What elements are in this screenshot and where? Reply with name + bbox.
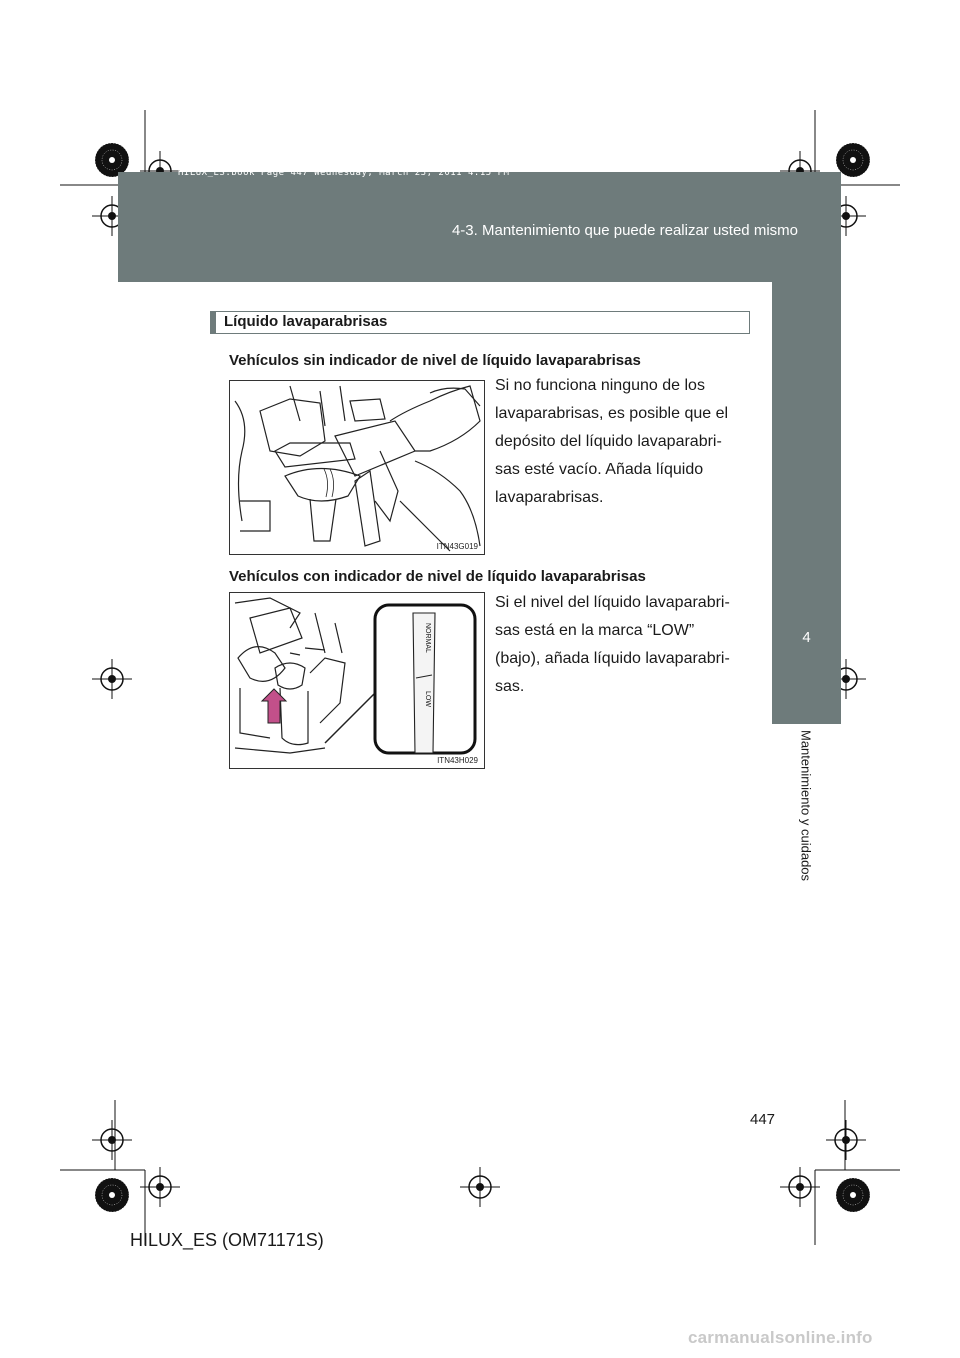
paragraph-line: Si no funciona ninguno de los [495, 377, 705, 394]
gauge-illustration [230, 593, 484, 768]
paragraph-line: depósito del líquido lavaparabri- [495, 433, 722, 450]
side-tab-label-text: Mantenimiento y cuidados [798, 730, 814, 882]
subheading-no-indicator: Vehículos sin indicador de nivel de líquido lavaparabrisas [229, 352, 641, 369]
figure-gauge [229, 592, 485, 769]
paragraph-line: Si el nivel del líquido lavaparabri- [495, 594, 730, 611]
gauge-label-low: LOW [424, 691, 431, 707]
footer-doc-code: HILUX_ES (OM71171S) [130, 1230, 324, 1250]
figure-funnel [229, 380, 485, 555]
arrow-icon [262, 689, 286, 723]
paragraph-line: sas esté vacío. Añada líquido [495, 461, 704, 478]
subheading-with-indicator: Vehículos con indicador de nivel de líquido lavaparabrisas [229, 568, 646, 585]
page-number: 447 [750, 1111, 776, 1128]
figure-code: ITN43G019 [436, 542, 478, 551]
section-header: 4-3. Mantenimiento que puede realizar usted mismo [451, 222, 798, 239]
funnel-illustration [230, 381, 484, 554]
paragraph-no-indicator [495, 372, 743, 512]
side-tab-label [795, 730, 817, 930]
section-title: Líquido lavaparabrisas [224, 313, 388, 330]
side-tab [772, 282, 841, 724]
book-stamp: HILUX_ES.book Page 447 Wednesday, March 23, 2011 4:15 PM [178, 168, 510, 178]
paragraph-line: (bajo), añada líquido lavaparabri- [495, 650, 730, 667]
paragraph-line: sas. [495, 678, 525, 695]
paragraph-line: lavaparabrisas, es posible que el [495, 405, 729, 422]
paragraph-line: sas está en la marca “LOW” [495, 622, 695, 639]
watermark: carmanualsonline.info [688, 1328, 873, 1347]
side-tab-number: 4 [802, 629, 811, 646]
paragraph-line: lavaparabrisas. [495, 489, 604, 506]
section-title-accent [210, 311, 216, 334]
paragraph-with-indicator [495, 589, 743, 701]
figure-code: ITN43H029 [437, 756, 478, 765]
gauge-label-normal: NORMAL [424, 623, 431, 653]
